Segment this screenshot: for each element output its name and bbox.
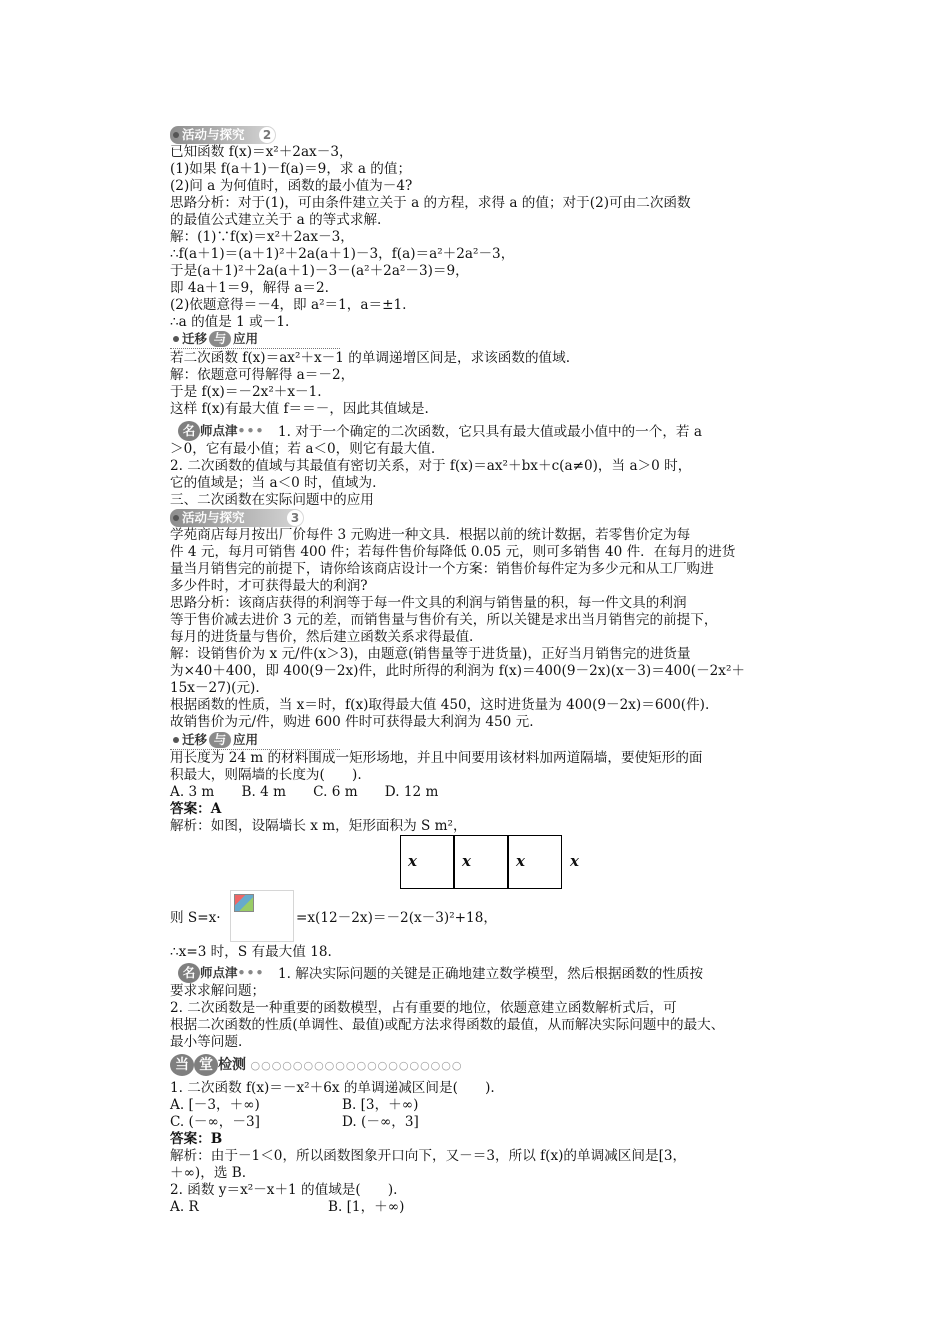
text-line: 15x－27)(元). — [170, 680, 260, 696]
teacher-tip-badge — [170, 963, 264, 983]
activity-badge-3 — [170, 509, 304, 527]
dots-decoration: ••• — [237, 423, 265, 438]
text-line: 用长度为 24 m 的材料围成一矩形场地，并且中间要用该材料加两道隔墙，要使矩形的面 — [170, 750, 703, 766]
text-line: ∴x=3 时，S 有最大值 18. — [170, 944, 332, 960]
text-line: 即 4a＋1＝9，解得 a＝2. — [170, 280, 329, 296]
figure-x-label: x — [570, 852, 579, 870]
text-line: 积最大，则隔墙的长度为( ). — [170, 767, 362, 783]
text-line: 解：设销售价为 x 元/件(x＞3)，由题意(销售量等于进货量)，正好当月销售完的进货量 — [170, 646, 691, 662]
text-line: 每月的进货量与售价，然后建立函数关系求得最值. — [170, 629, 474, 645]
text-line: 件 4 元，每月可销售 400 件；若每件售价每降低 0.05 元，则可多销售 40 件．在每月的进货 — [170, 544, 736, 560]
figure-x-label: x — [462, 852, 471, 870]
text-line: 已知函数 f(x)＝x²＋2ax－3， — [170, 144, 353, 160]
text-line: 量当月销售完的前提下，请你给该商店设计一个方案：销售价每件定为多少元和从工厂购进 — [170, 561, 714, 577]
text-line: 1. 解决实际问题的关键是正确地建立数学模型，然后根据函数的性质按 — [278, 966, 704, 982]
text-line: 解析：如图，设隔墙长 x m，矩形面积为 S m²， — [170, 818, 467, 834]
badge-label: 活动与探究 — [182, 510, 245, 525]
in-class-test-badge — [170, 1054, 462, 1076]
text-line: ＞0，它有最小值；若 a＜0，则它有最大值. — [170, 441, 436, 457]
transfer-application-badge — [170, 330, 340, 349]
activity-badge-2 — [170, 126, 276, 144]
text-line: 思路分析：该商店获得的利润等于每一件文具的利润与销售量的积，每一件文具的利润 — [170, 595, 687, 611]
text-line: 要求求解问题； — [170, 983, 266, 999]
text-line: 2. 二次函数的值域与其最值有密切关系，对于 f(x)＝ax²＋bx＋c(a≠0)，当 a＞0 时， — [170, 458, 692, 474]
text-line: 的最值公式建立关于 a 的等式求解. — [170, 212, 382, 228]
text-line: 思路分析：对于(1)，可由条件建立关于 a 的方程，求得 a 的值；对于(2)可由二次函数 — [170, 195, 691, 211]
dots-decoration: ○○○○○○○○○○○○○○○○○○○○ — [246, 1059, 463, 1072]
badge-label: 师点津 — [200, 965, 238, 980]
text-line: 解：(1)∵f(x)＝x²＋2ax－3， — [170, 229, 354, 245]
options-line: A. 3 m B. 4 m C. 6 m D. 12 m — [170, 784, 439, 800]
text-line: (1)如果 f(a＋1)－f(a)＝9，求 a 的值； — [170, 161, 412, 177]
broken-image-placeholder — [230, 890, 294, 942]
transfer-application-badge — [170, 731, 340, 750]
option-c: C. (－∞，－3] — [170, 1114, 260, 1130]
badge-label: 名 — [178, 963, 200, 983]
question-line: 1. 二次函数 f(x)＝－x²＋6x 的单调递减区间是( ). — [170, 1080, 495, 1096]
text-line: 解析：由于－1＜0，所以函数图象开口向下，又－＝3，所以 f(x)的单调减区间是[3， — [170, 1148, 687, 1164]
text-line: 则 S=x· — [170, 910, 221, 926]
badge-label: 与 — [209, 331, 231, 347]
badge-label: 迁移 — [182, 732, 208, 747]
badge-label: 应用 — [233, 331, 259, 346]
section-heading: 三、二次函数在实际问题中的应用 — [170, 492, 374, 508]
bullet-icon — [173, 515, 179, 521]
badge-label: 与 — [209, 732, 231, 748]
text-line: ＋∞)，选 B. — [170, 1165, 247, 1181]
option-d: D. (－∞，3] — [342, 1114, 419, 1130]
broken-image-icon — [234, 894, 254, 912]
text-line: 于是(a＋1)²＋2a(a＋1)－3－(a²＋2a²－3)＝9， — [170, 263, 469, 279]
text-line: 2. 二次函数是一种重要的函数模型，占有重要的地位，依题意建立函数解析式后，可 — [170, 1000, 677, 1016]
text-line: 故销售价为元/件，购进 600 件时可获得最大利润为 450 元. — [170, 714, 534, 730]
option-a: A. [－3，＋∞) — [170, 1097, 260, 1113]
figure-x-label: x — [516, 852, 525, 870]
text-line: 它的值域是；当 a＜0 时，值域为. — [170, 475, 377, 491]
text-line: 1. 对于一个确定的二次函数，它只具有最大值或最小值中的一个，若 a — [278, 424, 702, 440]
bullet-icon — [173, 336, 179, 342]
badge-number: 2 — [259, 127, 275, 143]
question-line: 2. 函数 y＝x²－x＋1 的值域是( ). — [170, 1182, 398, 1198]
text-line: 若二次函数 f(x)＝ax²＋x－1 的单调递增区间是，求该函数的值域. — [170, 350, 571, 366]
text-line: 根据函数的性质，当 x＝时，f(x)取得最大值 450，这时进货量为 400(9－2x)＝600(件). — [170, 697, 710, 713]
badge-label: 堂 — [194, 1054, 218, 1076]
badge-label: 迁移 — [182, 331, 208, 346]
text-line: ∴a 的值是 1 或－1. — [170, 314, 290, 330]
bullet-icon — [173, 737, 179, 743]
option-a: A. R — [170, 1199, 199, 1215]
text-line: 为×40＋400，即 400(9－2x)件，此时所得的利润为 f(x)＝400(9－2x)(x－3)＝400(－2x²＋ — [170, 663, 746, 679]
text-line: 这样 f(x)有最大值 f＝＝－，因此其值域是. — [170, 401, 429, 417]
option-b: B. [3，＋∞) — [342, 1097, 419, 1113]
badge-label: 师点津 — [200, 423, 238, 438]
text-line: 多少件时，才可获得最大的利润? — [170, 578, 368, 594]
text-line: 学苑商店每月按出厂价每件 3 元购进一种文具．根据以前的统计数据，若零售价定为每 — [170, 527, 691, 543]
text-line: 等于售价减去进价 3 元的差，而销售量与售价有关，所以关键是求出当月销售完的前提下， — [170, 612, 718, 628]
teacher-tip-badge — [170, 421, 264, 441]
answer-line: 答案：A — [170, 801, 222, 817]
figure-x-label: x — [408, 852, 417, 870]
dots-decoration: ••• — [237, 965, 265, 980]
text-line: ∴f(a＋1)＝(a＋1)²＋2a(a＋1)－3，f(a)＝a²＋2a²－3， — [170, 246, 515, 262]
text-line: 最小等问题. — [170, 1034, 243, 1050]
text-line: 于是 f(x)＝－2x²＋x－1. — [170, 384, 322, 400]
badge-label: 应用 — [233, 732, 259, 747]
badge-label: 活动与探究 — [182, 127, 245, 142]
badge-label: 当 — [170, 1054, 194, 1076]
option-b: B. [1，＋∞) — [328, 1199, 405, 1215]
answer-line: 答案：B — [170, 1131, 223, 1147]
text-line: (2)问 a 为何值时，函数的最小值为－4? — [170, 178, 413, 194]
badge-label: 检测 — [218, 1057, 246, 1073]
badge-label: 名 — [178, 421, 200, 441]
bullet-icon — [173, 132, 179, 138]
text-line: 解：依题意可得解得 a＝－2， — [170, 367, 355, 383]
text-line: 根据二次函数的性质(单调性、最值)或配方法求得函数的最值，从而解决实际问题中的最大、 — [170, 1017, 725, 1033]
badge-number: 3 — [287, 510, 303, 526]
text-line: (2)依题意得＝－4，即 a²＝1，a＝±1. — [170, 297, 407, 313]
text-line: =x(12－2x)＝－2(x－3)²+18， — [296, 910, 497, 926]
